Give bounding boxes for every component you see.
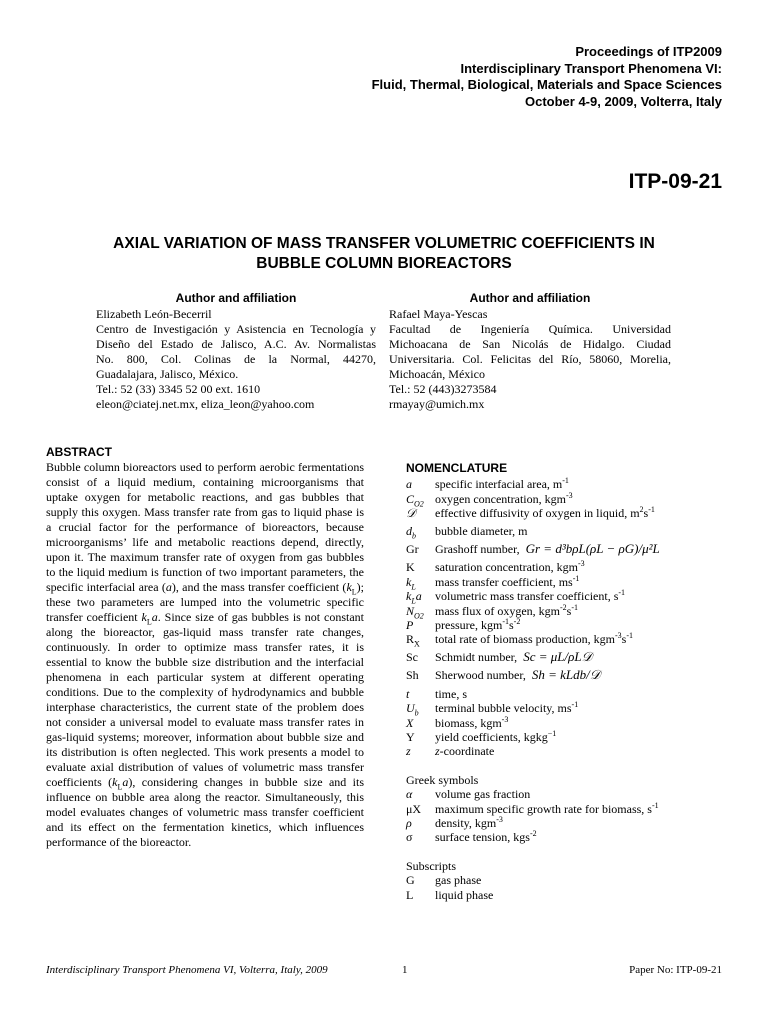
greek-sup: -3 xyxy=(496,814,503,824)
nomen-symbol: k xyxy=(406,574,412,589)
nomen-desc: effective diffusivity of oxygen in liquid, m xyxy=(435,506,640,521)
nomen-sup: -1 xyxy=(502,617,509,627)
affiliation-line: No. 800, Col. Colinas de la Normal, 44270, xyxy=(96,352,376,366)
author-tel: Tel.: 52 (33) 3345 52 00 ext. 1610 xyxy=(96,382,261,396)
nomen-sup: -1 xyxy=(571,700,579,710)
nomen-sup: -3 xyxy=(501,714,509,724)
nomen-desc: saturation concentration, kgm xyxy=(435,560,578,575)
nomen-symbol: z xyxy=(406,744,411,759)
nomen-desc: specific interfacial area, m xyxy=(435,477,563,492)
nomen-formula: Gr = d³bρL(ρL − ρG)/μ²L xyxy=(525,541,660,557)
greek-item xyxy=(406,830,726,844)
nomenclature-item xyxy=(406,730,726,744)
nomen-symbol: d xyxy=(406,523,412,538)
abstract-text: ), considering changes in bubble size and its influence on bubble area along the reactor. Simultaneously, this model evaluates changes of volumetric mass transfer coefficient and its effect on the fermentation kinetics, which influences performance of the bioreactor. xyxy=(46,775,364,849)
abstract-subscript: L xyxy=(351,587,357,597)
abstract-symbol: k xyxy=(346,580,352,594)
nomenclature-item xyxy=(406,716,726,730)
author-name: Rafael Maya-Yescas xyxy=(389,307,488,321)
proceedings-line: Fluid, Thermal, Biological, Materials and Space Sciences xyxy=(371,77,722,92)
abstract-symbol: k xyxy=(112,775,118,789)
abstract-text: Bubble column bioreactors used to perform aerobic fermentations consist of a liquid medium, containing microorganisms that uptake oxygen for metabolic reactions, and gas bubbles that supply this oxygen. Mass transfer rate from gas to liquid phase is a crucial factor for the performance of bioreactors, because microorganisms’ life and metabolic reactions depend, directly, upon it. The maximum transfer rate of oxygen from gas bubbles to the liquid medium is function of two important parameters, the specific interfacial area ( xyxy=(46,460,364,594)
nomen-symbol: a xyxy=(406,477,412,492)
paper-id: ITP-09-21 xyxy=(628,170,722,193)
subscripts-heading: Subscripts xyxy=(406,858,457,873)
nomen-sup: -2 xyxy=(560,602,567,612)
paper-title xyxy=(46,234,722,274)
greek-desc: volume gas fraction xyxy=(435,787,531,802)
nomen-desc: terminal bubble velocity, ms xyxy=(435,701,572,716)
author-email: rmayay@umich.mx xyxy=(389,397,485,411)
nomenclature-item xyxy=(406,542,726,556)
nomenclature-item xyxy=(406,650,726,664)
nomen-symbol: R xyxy=(406,632,415,647)
nomen-symbol: X xyxy=(406,715,414,730)
greek-sup: -1 xyxy=(651,800,659,810)
abstract-text: ); these two parameters are lumped into the volumetric specific transfer coefficient xyxy=(46,580,364,624)
affiliation-line: Guadalajara, Jalisco, México. xyxy=(96,367,239,381)
nomen-desc: biomass, kgm xyxy=(435,715,502,730)
subscript-symbol: L xyxy=(406,887,414,902)
nomenclature-item xyxy=(406,744,726,758)
author-block-1 xyxy=(96,291,376,412)
nomen-desc: s xyxy=(566,603,572,618)
nomen-formula: Sc = μL/ρL𝒟 xyxy=(523,648,592,664)
nomen-desc: mass transfer coefficient, ms xyxy=(435,574,573,589)
nomen-sub: L xyxy=(411,596,416,606)
nomen-sup: -3 xyxy=(614,631,622,641)
nomen-desc: s xyxy=(509,618,514,633)
abstract-symbol: a xyxy=(151,610,158,624)
greek-symbol: μX xyxy=(406,801,422,816)
nomen-symbol: N xyxy=(406,603,415,618)
greek-sup: -2 xyxy=(529,829,537,839)
nomen-symbol: U xyxy=(406,701,415,716)
nomenclature-item xyxy=(406,560,726,574)
nomen-symbol: Gr xyxy=(406,542,419,557)
nomen-sup: -1 xyxy=(618,588,626,598)
author-email: eleon@ciatej.net.mx, eliza_leon@yahoo.com xyxy=(96,397,315,411)
nomen-symbol: Y xyxy=(406,729,415,744)
greek-item xyxy=(406,802,726,816)
nomen-sub: L xyxy=(411,582,416,592)
abstract-subscript: L xyxy=(117,782,123,792)
nomen-sup: -2 xyxy=(513,617,521,627)
nomenclature-item xyxy=(406,618,726,632)
nomen-sup: -1 xyxy=(571,602,579,612)
author-heading: Author and affiliation xyxy=(469,291,591,305)
nomen-symbol: 𝒟 xyxy=(406,506,416,521)
abstract-section xyxy=(46,445,364,850)
nomen-desc: z xyxy=(435,744,440,759)
subscript-item xyxy=(406,873,726,887)
abstract-text: . Since size of gas bubbles is not constant along the bioreactor, gas-liquid mass transfer rate changes, continuously. In order to optimize mass transfer rates, it is essential to know the bubble size distribution and the interfacial phenomena in each particular system at different operating conditions. Due to the complexity of hydrodynamics and bubble interphase characteristics, the current state of the problem does not consider a universal model to evaluate mass transfer rates in gas-liquid systems; moreover, information about bubble size and its distribution is often neglected. This work presents a model to evaluate axial distribution of values of volumetric mass transfer coefficients ( xyxy=(46,610,364,789)
page-number: 1 xyxy=(402,964,408,976)
nomen-desc: time, s xyxy=(435,686,467,701)
greek-symbol: α xyxy=(406,787,413,802)
subscript-desc: gas phase xyxy=(435,873,482,888)
nomen-sub: O2 xyxy=(414,499,424,509)
nomen-desc: -coordinate xyxy=(439,744,495,759)
nomen-symbol: a xyxy=(415,589,422,604)
nomen-symbol: K xyxy=(406,560,415,575)
author-heading: Author and affiliation xyxy=(175,291,297,305)
nomen-desc: volumetric mass transfer coefficient, s xyxy=(435,589,619,604)
title-line: AXIAL VARIATION OF MASS TRANSFER VOLUMETRIC COEFFICIENTS IN xyxy=(113,235,655,252)
subscript-symbol: G xyxy=(406,873,415,888)
nomen-sub: O2 xyxy=(414,611,424,621)
nomen-sup: -1 xyxy=(648,505,655,515)
subscript-desc: liquid phase xyxy=(435,887,494,902)
nomen-sup: -1 xyxy=(562,476,569,486)
author-block-2 xyxy=(389,291,671,412)
greek-symbol: ρ xyxy=(406,815,412,830)
footer-paper-number: Paper No: ITP-09-21 xyxy=(629,964,722,976)
nomen-formula: Sh = kLdb/𝒟 xyxy=(531,667,601,683)
greek-desc: density, kgm xyxy=(435,815,497,830)
nomenclature-item xyxy=(406,477,726,491)
affiliation-line: Centro de Investigación y Asistencia en Tecnología y xyxy=(96,322,376,336)
proceedings-line: Interdisciplinary Transport Phenomena VI: xyxy=(460,60,722,76)
nomenclature-item xyxy=(406,700,726,718)
nomenclature-item xyxy=(406,523,726,541)
abstract-symbol: k xyxy=(141,610,147,624)
nomenclature-item xyxy=(406,631,726,649)
footer-conference: Interdisciplinary Transport Phenomena VI, Volterra, Italy, 2009 xyxy=(46,964,328,976)
nomenclature-item xyxy=(406,588,726,606)
nomen-desc: total rate of biomass production, kgm xyxy=(435,632,615,647)
nomen-desc: bubble diameter, m xyxy=(435,523,528,538)
nomen-symbol: Sc xyxy=(406,649,418,664)
greek-desc: surface tension, kgs xyxy=(435,830,530,845)
proceedings-line: October 4-9, 2009, Volterra, Italy xyxy=(524,93,722,109)
nomenclature-item xyxy=(406,602,726,621)
nomen-symbol: C xyxy=(406,491,415,506)
greek-item xyxy=(406,816,726,830)
abstract-subscript: L xyxy=(146,617,152,627)
nomen-sup: -1 xyxy=(626,631,633,641)
abstract-symbol: a xyxy=(165,580,172,594)
nomenclature-item xyxy=(406,573,726,592)
nomen-sub: b xyxy=(414,708,419,718)
abstract-symbol: a xyxy=(122,775,129,789)
greek-item xyxy=(406,787,726,801)
nomen-sub: b xyxy=(412,531,416,541)
nomen-sub: X xyxy=(414,639,420,649)
affiliation-line: Diseño del Estado de Jalisco, A.C. Av. Normalistas xyxy=(96,337,376,351)
nomenclature-heading: NOMENCLATURE xyxy=(406,461,508,475)
author-name: Elizabeth León-Becerril xyxy=(96,307,212,321)
subscript-item xyxy=(406,888,726,902)
nomenclature-section xyxy=(406,461,726,902)
abstract-body xyxy=(46,460,364,850)
nomen-sup: -3 xyxy=(577,559,585,569)
nomen-desc: Sherwood number, xyxy=(435,668,526,683)
nomen-sup: -3 xyxy=(565,490,573,500)
affiliation-line: Michoacana de San Nicolás de Hidalgo. Ciudad xyxy=(389,337,671,351)
nomen-desc: mass flux of oxygen, kgm xyxy=(435,603,560,618)
nomenclature-item xyxy=(406,490,726,509)
greek-symbols-heading: Greek symbols xyxy=(406,772,479,787)
proceedings-header xyxy=(372,44,722,110)
affiliation-line: Michoacán, México xyxy=(389,367,485,381)
affiliation-line: Universitaria. Col. Felicitas del Río, 58060, Morelia, xyxy=(389,352,671,366)
nomen-desc: pressure, kgm xyxy=(435,618,503,633)
nomenclature-item xyxy=(406,506,726,520)
abstract-heading: ABSTRACT xyxy=(46,445,112,459)
nomen-desc: oxygen concentration, kgm xyxy=(435,491,566,506)
nomen-desc: s xyxy=(643,506,649,521)
nomen-desc: yield coefficients, kgkg xyxy=(435,729,548,744)
nomen-symbol: P xyxy=(406,618,414,633)
nomen-symbol: k xyxy=(406,589,412,604)
author-tel: Tel.: 52 (443)3273584 xyxy=(389,382,497,396)
nomenclature-item xyxy=(406,668,726,682)
proceedings-line: Proceedings of ITP2009 xyxy=(575,44,722,59)
nomen-symbol: Sh xyxy=(406,668,419,683)
nomen-sup: -1 xyxy=(572,573,580,583)
greek-symbol: σ xyxy=(406,830,413,845)
nomen-symbol: t xyxy=(406,686,410,701)
nomen-desc: s xyxy=(621,632,627,647)
affiliation-line: Facultad de Ingeniería Química. Universidad xyxy=(389,322,671,336)
nomen-desc: Schmidt number, xyxy=(435,649,518,664)
nomenclature-item xyxy=(406,687,726,701)
nomen-sup: 2 xyxy=(639,505,644,515)
title-line: BUBBLE COLUMN BIOREACTORS xyxy=(256,255,512,272)
nomen-sup: −1 xyxy=(547,728,557,738)
abstract-text: ), and the mass transfer coefficient ( xyxy=(171,580,347,594)
nomen-desc: Grashoff number, xyxy=(435,542,520,557)
greek-desc: maximum specific growth rate for biomass, s xyxy=(435,801,652,816)
